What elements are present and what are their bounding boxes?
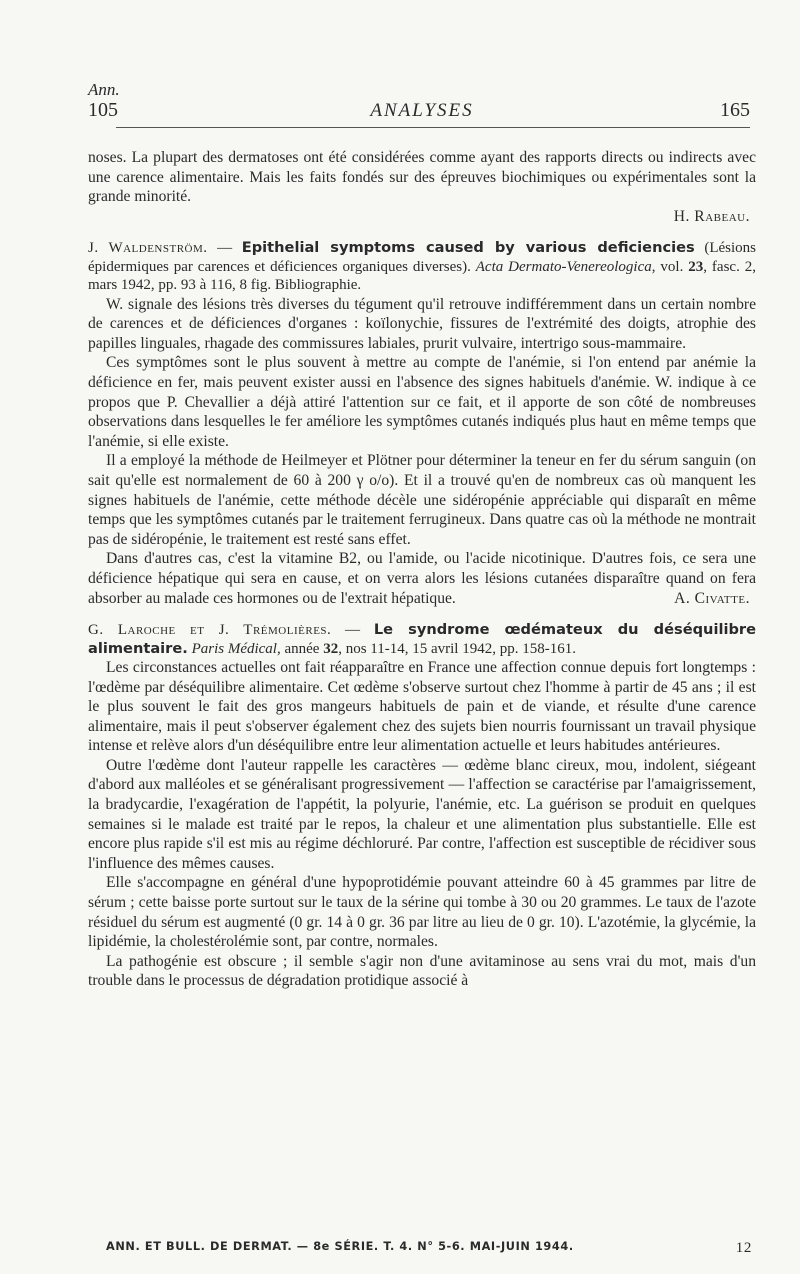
paragraph: Dans d'autres cas, c'est la vitamine B2, ou l'amide, ou l'acide nicotinique. D'autres fois, ce sera une déficience hépatique qui sera en cause, et on verra alors les lésions cutanées disparaître quand on fera absorber au malade ces hormones ou de l'extrait hépatique. A. Civatte. <box>88 550 756 607</box>
page-number: 165 <box>720 99 750 121</box>
paragraph: Il a employé la méthode de Heilmeyer et Plötner pour déterminer la teneur en fer du sérum sanguin (on sait qu'elle est normalement de 60 à 200 γ o/o). Et il a trouvé qu'en de nombreux cas où manquent les signes habituels de l'anémie, cette méthode décèle une sidéropénie appréciable qui disparaît en même temps que les symptômes cutanés par le traitement ferrugineux. Dans quatre cas où la méthode ne montrait pas de sidéropénie, le traitement est resté sans effet. <box>88 452 756 548</box>
page-body <box>88 148 756 991</box>
author-signature: A. Civatte. <box>674 589 750 607</box>
paragraph: Les circonstances actuelles ont fait réapparaître en France une affection connue depuis fort longtemps : l'œdème par déséquilibre alimentaire. Cet œdème s'observe surtout chez l'homme à partir de 45 ans ; il est le plus souvent le fait des gros mangeurs habituels de pain et de viande, et résulte d'une carence alimentaire, mais il peut s'observer également chez des sujets bien nourris fournissant un travail physique intense et relève alors d'un déséquilibre entre leur alimentation actuelle et leurs habitudes antérieures. <box>88 658 756 755</box>
header-rule <box>116 127 750 128</box>
article-title: Epithelial symptoms caused by various deficiencies <box>241 239 695 257</box>
article-reference: G. Laroche et J. Trémolières. — Le syndrome œdémateux du déséquilibre alimentaire. Paris Médical, année 32, nos 11-14, 15 avril 1942, pp. 158-161. <box>88 621 756 657</box>
section-title: ANALYSES <box>370 100 474 121</box>
article-reference: J. Waldenström. — Epithelial symptoms caused by various deficiencies (Lésions épidermiques par carences et déficiences organiques diverses). Acta Dermato-Venereologica, vol. 23, fasc. 2, mars 1942, pp. 93 à 116, 8 fig. Bibliographie. <box>88 239 757 294</box>
volume-number: 105 <box>88 99 118 121</box>
journal-abbrev: Ann. <box>88 80 120 99</box>
journal-name: Acta Dermato-Venereologica <box>475 258 652 275</box>
page-footer <box>106 1240 752 1256</box>
journal-citation: ANN. ET BULL. DE DERMAT. — 8e SÉRIE. T. 4. N° 5-6. MAI-JUIN 1944. <box>106 1240 574 1253</box>
signature-mark: 12 <box>735 1240 752 1256</box>
journal-name: Paris Médical <box>191 640 277 657</box>
article-title: Le syndrome œdémateux du déséquilibre alimentaire. <box>88 621 756 657</box>
article-author: J. Waldenström. <box>88 240 208 257</box>
author-signature: H. Rabeau. <box>673 207 750 225</box>
paragraph-continued: noses. La plupart des dermatoses ont été considérées comme ayant des rapports directs ou indirects avec une carence alimentaire. Mais les faits fondés sur des épreuves biochimiques ou expérimentales sont la grande minorité. <box>88 149 756 206</box>
paragraph: La pathogénie est obscure ; il semble s'agir non d'une avitaminose au sens vrai du mot, mais d'un trouble dans le processus de dégradation protidique associé à <box>88 952 756 990</box>
paragraph: Outre l'œdème dont l'auteur rappelle les caractères — œdème blanc cireux, mou, indolent, siégeant d'abord aux malléoles et se généralisant progressivement — l'affection se caractérise par l'amaigrissement, la bradycardie, l'exagération de l'appétit, la polyurie, l'anémie, etc. La guérison se produit en quelques semaines si le malade est traité par le repos, la chaleur et une alimentation plus substantielle. Elle est encore plus rapide s'il est mis au régime déchloruré. Par contre, l'affection est susceptible de récidiver sous l'influence des mêmes causes. <box>88 756 756 872</box>
running-header <box>88 80 756 130</box>
paragraph: W. signale des lésions très diverses du tégument qu'il retrouve indifféremment dans un certain nombre de carences et de déficiences d'organes : koïlonychie, fissures de l'extrémité des doigts, atrophie des papilles linguales, rhagade des commissures labiales, prurit vulvaire, intertrigo sous-mammaire. <box>88 295 756 352</box>
article-author: G. Laroche et J. Trémolières. <box>88 622 332 639</box>
paragraph: Elle s'accompagne en général d'une hypoprotidémie pouvant atteindre 60 à 45 grammes par litre de sérum ; cette baisse porte surtout sur le taux de la sérine qui tombe à 30 ou 20 grammes. Le taux de l'azote résiduel du sérum est augmenté (0 gr. 14 à 0 gr. 36 par litre au lieu de 0 gr. 10). L'azotémie, la glycémie, la lipidémie, la cholestérolémie sont, par contre, normales. <box>88 874 756 951</box>
paragraph: Ces symptômes sont le plus souvent à mettre au compte de l'anémie, si l'on entend par anémie la déficience en fer, mais peuvent exister aussi en l'absence des signes habituels d'anémie. W. indique à ce propos que P. Chevallier a déjà attiré l'attention sur ce fait, et il apporte de son côté de nombreuses observations dans lesquelles le fer améliore les symptômes cutanés indiqués plus haut en même temps que l'anémie, si elle existe. <box>88 354 756 450</box>
